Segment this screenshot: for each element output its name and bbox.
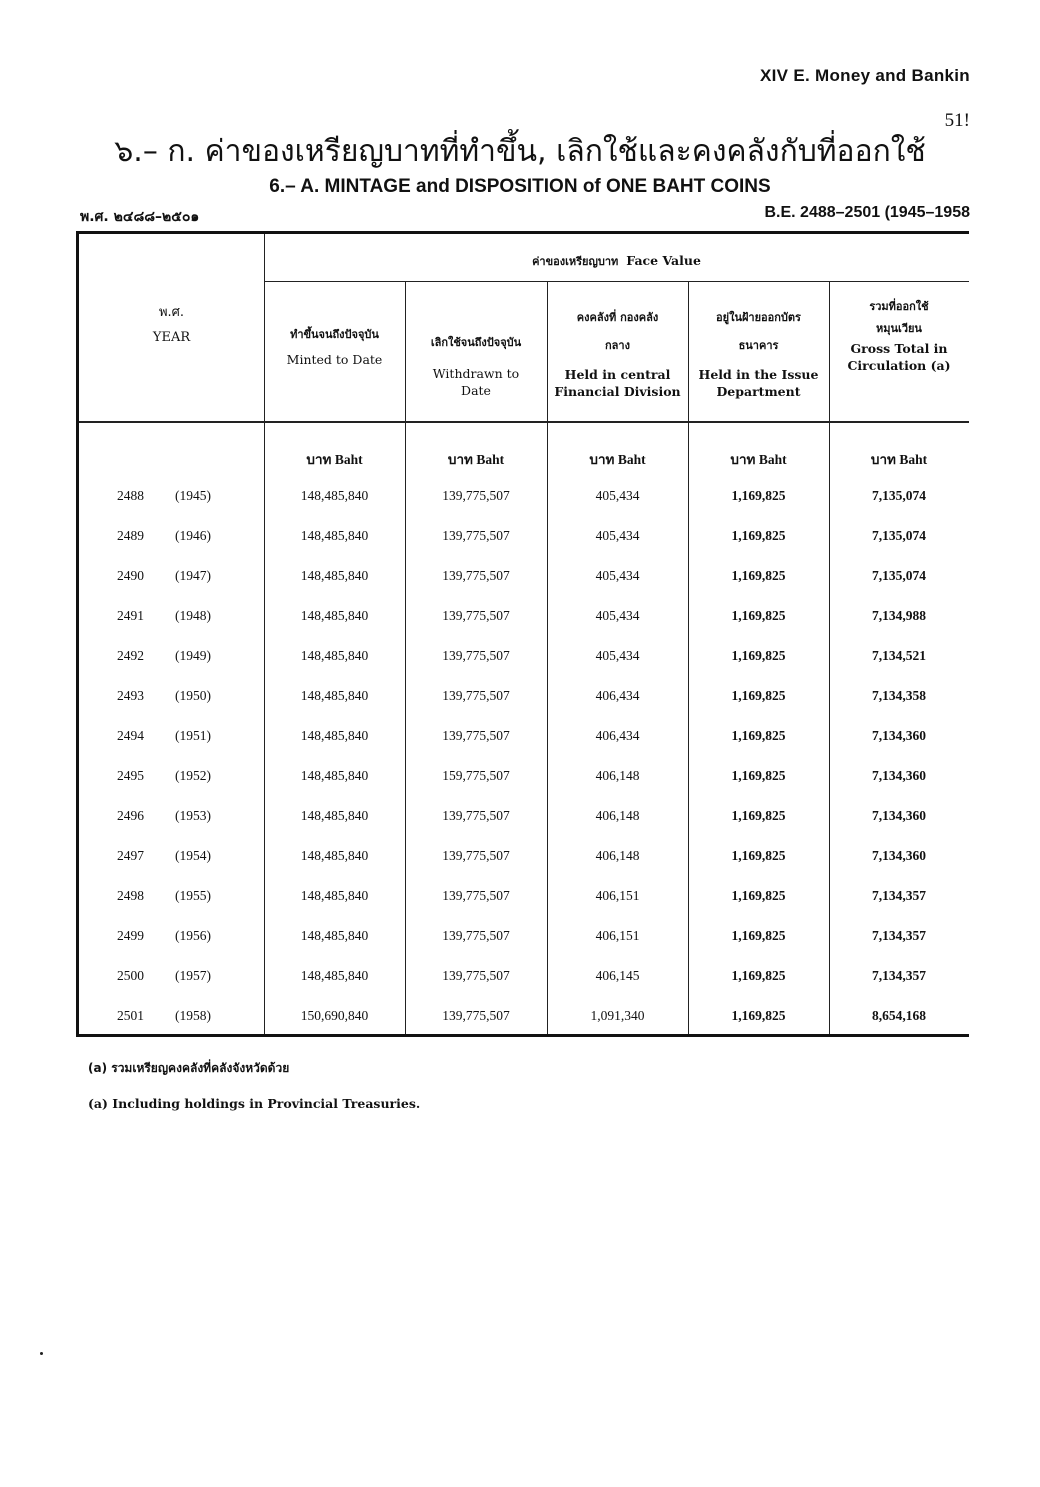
table-cell: 1,169,825 xyxy=(731,848,786,863)
column-header-minted xyxy=(264,326,405,368)
table-cell: 148,485,840 xyxy=(300,928,369,943)
year-be: 2501 xyxy=(117,1008,144,1023)
year-be: 2490 xyxy=(117,568,144,583)
table-cell: 148,485,840 xyxy=(300,888,369,903)
page-number: 51! xyxy=(944,110,970,131)
table-cell: 8,654,168 xyxy=(872,1008,926,1023)
table-cell: 139,775,507 xyxy=(442,488,510,503)
table-cell: 139,775,507 xyxy=(442,728,510,743)
table-cell: 7,134,357 xyxy=(872,968,926,983)
table-cell: 1,169,825 xyxy=(731,768,786,783)
group-header-thai: ค่าของเหรียญบาท xyxy=(532,255,619,268)
column-header-held-central xyxy=(547,304,688,400)
year-be: 2498 xyxy=(117,888,144,903)
table-cell: 148,485,840 xyxy=(300,608,369,623)
year-be: 2500 xyxy=(117,968,144,983)
column-header-thai: ทำขึ้นจนถึงปัจจุบัน xyxy=(290,328,379,341)
table-cell: 405,434 xyxy=(595,568,640,583)
group-header-english: Face Value xyxy=(626,253,701,268)
table-cell: 1,169,825 xyxy=(731,488,786,503)
year-be: 2491 xyxy=(117,608,144,623)
table-cell: 1,169,825 xyxy=(731,688,786,703)
year-ce: (1948) xyxy=(175,608,211,623)
table-cell: 406,434 xyxy=(595,688,640,703)
year-ce: (1958) xyxy=(175,1008,211,1023)
period-thai: พ.ศ. ๒๔๘๘–๒๕๐๑ xyxy=(80,209,200,225)
table-cell: 406,145 xyxy=(595,968,640,983)
table-cell: 405,434 xyxy=(595,488,640,503)
table-cell: 139,775,507 xyxy=(442,648,510,663)
unit-label: บาท Baht xyxy=(306,452,363,467)
data-table xyxy=(76,231,969,1037)
table-cell: 7,135,074 xyxy=(872,528,926,543)
table-cell: 1,169,825 xyxy=(731,648,786,663)
table-cell: 405,434 xyxy=(595,648,640,663)
title-thai: ๖.– ก. ค่าของเหรียญบาทที่ทำขึ้น, เลิกใช้และคงคลังกับที่ออกใช้ xyxy=(114,134,926,169)
table-cell: 7,134,360 xyxy=(872,808,926,823)
year-ce: (1955) xyxy=(175,888,211,903)
table-cell: 406,148 xyxy=(595,848,640,863)
table-cell: 148,485,840 xyxy=(300,688,369,703)
table-cell: 1,091,340 xyxy=(590,1008,645,1023)
table-cell: 148,485,840 xyxy=(300,808,369,823)
year-ce: (1957) xyxy=(175,968,211,983)
table-cell: 406,151 xyxy=(595,888,640,903)
year-be: 2492 xyxy=(117,648,144,663)
table-cell: 406,434 xyxy=(595,728,640,743)
column-header-gross-total xyxy=(829,296,969,374)
year-ce: (1945) xyxy=(175,488,211,503)
table-cell: 139,775,507 xyxy=(442,968,510,983)
table-cell: 7,134,358 xyxy=(872,688,926,703)
table-cell: 405,434 xyxy=(595,608,640,623)
table-cell: 148,485,840 xyxy=(300,968,369,983)
column-header-english: Held in central Financial Division xyxy=(554,367,681,399)
table-cell: 406,148 xyxy=(595,768,640,783)
column-header-held-issue xyxy=(688,304,829,400)
year-ce: (1949) xyxy=(175,648,211,663)
table-cell: 139,775,507 xyxy=(442,528,510,543)
column-header-english: Gross Total in Circulation (a) xyxy=(847,341,951,373)
table-cell: 150,690,840 xyxy=(300,1008,369,1023)
footnote-thai: (a) รวมเหรียญคงคลังที่คลังจังหวัดด้วย xyxy=(88,1061,290,1075)
unit-label: บาท Baht xyxy=(447,452,505,467)
table-cell: 148,485,840 xyxy=(300,648,369,663)
year-ce: (1952) xyxy=(175,768,211,783)
year-be: 2489 xyxy=(117,528,144,543)
table-cell: 1,169,825 xyxy=(731,808,786,823)
table-cell: 7,134,360 xyxy=(872,768,926,783)
column-header-english: Withdrawn to Date xyxy=(432,366,520,398)
table-cell: 139,775,507 xyxy=(442,928,510,943)
year-be: 2495 xyxy=(117,768,144,783)
year-ce: (1953) xyxy=(175,808,211,823)
column-header-thai: อยู่ในฝ้ายออกบัตร ธนาคาร xyxy=(716,311,801,352)
year-ce: (1956) xyxy=(175,928,211,943)
footnote-english: (a) Including holdings in Provincial Treasuries. xyxy=(88,1096,421,1111)
year-header xyxy=(79,304,264,346)
table-cell: 1,169,825 xyxy=(731,1008,786,1023)
column-header-english: Held in the Issue Department xyxy=(698,367,819,399)
unit-label: บาท Baht xyxy=(730,452,787,467)
table-cell: 139,775,507 xyxy=(442,1008,510,1023)
table-cell: 7,134,360 xyxy=(872,848,926,863)
year-be: 2494 xyxy=(117,728,144,743)
table-cell: 139,775,507 xyxy=(442,688,510,703)
title-english: 6.– A. MINTAGE and DISPOSITION of ONE BAHT COINS xyxy=(269,176,771,197)
year-ce: (1951) xyxy=(175,728,211,743)
unit-label: บาท Baht xyxy=(870,452,928,467)
column-header-thai: คงคลังที่ กองคลังกลาง xyxy=(576,311,659,352)
table-cell: 1,169,825 xyxy=(731,728,786,743)
year-ce: (1954) xyxy=(175,848,211,863)
column-header-withdrawn xyxy=(405,334,547,399)
table-cell: 148,485,840 xyxy=(300,528,369,543)
table-cell: 139,775,507 xyxy=(442,608,510,623)
header-divider xyxy=(79,421,969,423)
year-be: 2493 xyxy=(117,688,144,703)
table-cell: 405,434 xyxy=(595,528,640,543)
table-cell: 1,169,825 xyxy=(731,928,786,943)
table-cell: 406,148 xyxy=(595,808,640,823)
table-cell: 7,135,074 xyxy=(872,488,926,503)
table-cell: 139,775,507 xyxy=(442,848,510,863)
table-cell: 406,151 xyxy=(595,928,640,943)
table-cell: 148,485,840 xyxy=(300,768,369,783)
column-header-thai: เลิกใช้จนถึงปัจจุบัน xyxy=(430,336,522,349)
table-cell: 148,485,840 xyxy=(300,488,369,503)
table-cell: 1,169,825 xyxy=(731,888,786,903)
year-header-thai: พ.ศ. xyxy=(158,305,185,320)
year-ce: (1950) xyxy=(175,688,211,703)
table-cell: 159,775,507 xyxy=(442,768,510,783)
table-cell: 7,134,360 xyxy=(872,728,926,743)
year-be: 2497 xyxy=(117,848,144,863)
group-header-divider xyxy=(264,281,969,282)
table-cell: 148,485,840 xyxy=(300,728,369,743)
table-cell: 7,135,074 xyxy=(872,568,926,583)
section-header: XIV E. Money and Bankin xyxy=(760,66,970,85)
year-ce: (1946) xyxy=(175,528,211,543)
period-english: B.E. 2488–2501 (1945–1958 xyxy=(764,204,970,221)
table-cell: 7,134,988 xyxy=(872,608,926,623)
table-cell: 139,775,507 xyxy=(442,568,510,583)
table-cell: 139,775,507 xyxy=(442,808,510,823)
year-be: 2499 xyxy=(117,928,144,943)
table-cell: 7,134,357 xyxy=(872,888,926,903)
column-header-thai: รวมที่ออกใช้ หมุนเวียน xyxy=(869,300,929,335)
table-cell: 1,169,825 xyxy=(731,528,786,543)
table-cell: 139,775,507 xyxy=(442,888,510,903)
year-be: 2488 xyxy=(117,488,144,503)
column-header-english: Minted to Date xyxy=(286,352,383,367)
table-cell: 1,169,825 xyxy=(731,968,786,983)
table-cell: 7,134,357 xyxy=(872,928,926,943)
unit-label: บาท Baht xyxy=(589,452,646,467)
scan-speck xyxy=(40,1352,43,1355)
year-header-english: YEAR xyxy=(152,330,191,345)
table-cell: 148,485,840 xyxy=(300,568,369,583)
table-cell: 7,134,521 xyxy=(872,648,926,663)
group-header xyxy=(264,252,969,270)
table-cell: 148,485,840 xyxy=(300,848,369,863)
table-cell: 1,169,825 xyxy=(731,608,786,623)
year-be: 2496 xyxy=(117,808,144,823)
table-cell: 1,169,825 xyxy=(731,568,786,583)
year-ce: (1947) xyxy=(175,568,211,583)
